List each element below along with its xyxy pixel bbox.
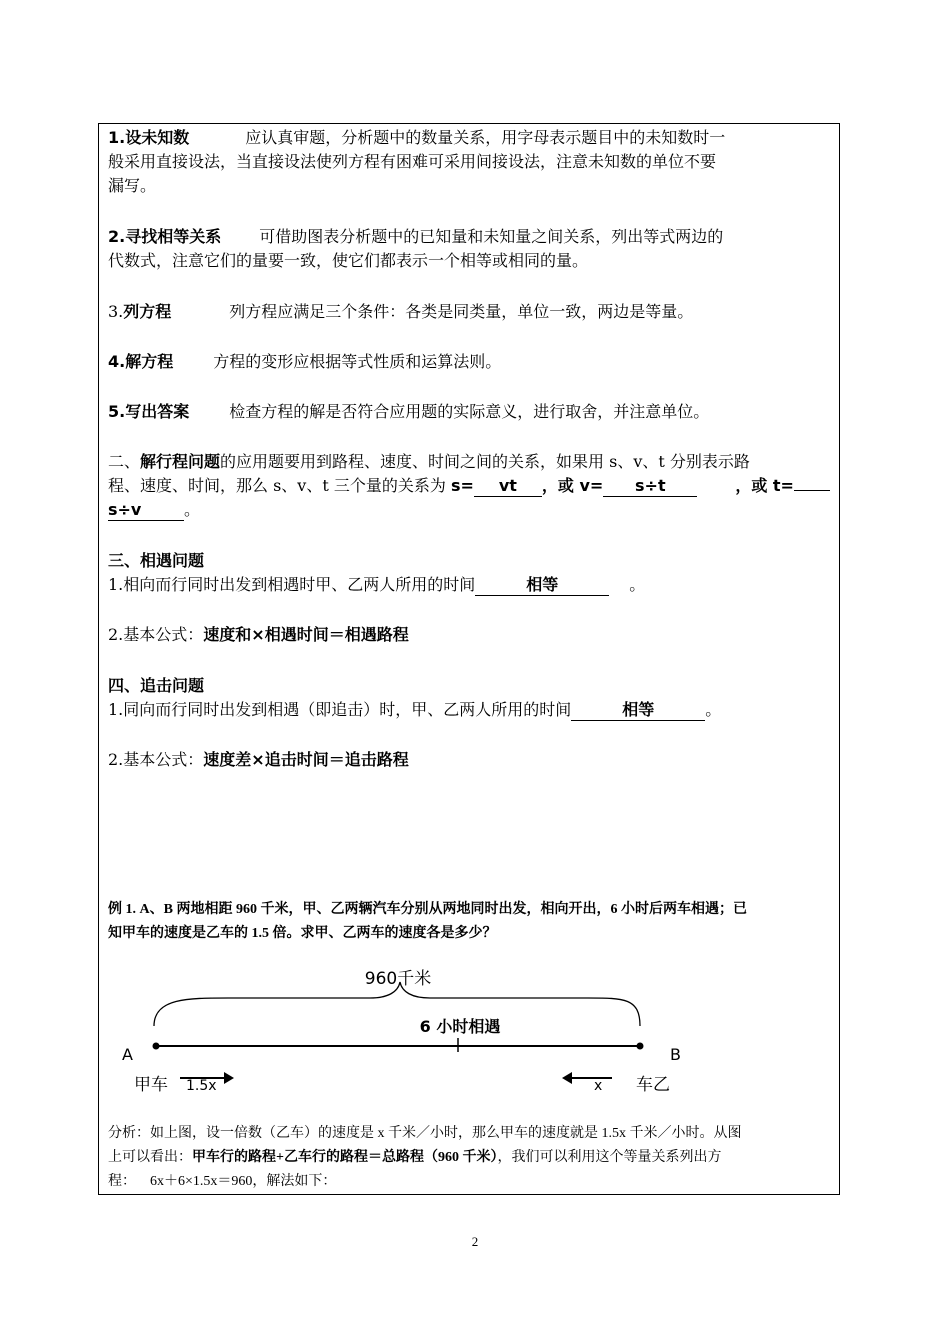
step-5-label: 5.写出答案 [108,402,190,421]
t-blank: s÷v [108,500,184,521]
step-1-label: 1.设未知数 [108,128,190,147]
s-blank: vt [474,476,542,497]
section-2-prefix: 二、 [108,452,141,471]
analysis-line-2 [108,1146,836,1170]
car-a-speed: 1.5x [186,1078,217,1094]
section-3-item-1-blank: 相等 [475,575,609,596]
step-4-text: 方程的变形应根据等式性质和运算法则。 [213,352,502,371]
distance-label: 960千米 [364,969,432,989]
step-1-text-1: 应认真审题，分析题中的数量关系，用字母表示题目中的未知数时一 [245,128,726,147]
meet-label: 6 小时相遇 [419,1017,501,1036]
distance-brace [154,982,640,1026]
section-4-item-1-text: 1.同向而行同时出发到相遇（即追击）时，甲、乙两人所用的时间 [108,700,572,719]
section-4-item-1-end: 。 [705,700,722,719]
step-4-label: 4.解方程 [108,352,174,371]
example-line-2: 知甲车的速度是乙车的 1.5 倍。求甲、乙两车的速度各是多少？ [108,926,497,941]
step-3-text: 列方程应满足三个条件：各类是同类量，单位一致，两边是等量。 [229,302,694,321]
car-b-label: 车乙 [636,1075,670,1095]
step-3-number: 3. [108,302,124,321]
meeting-diagram [108,960,728,1100]
step-2-label: 2.寻找相等关系 [108,227,222,246]
section-2-title: 解行程问题 [140,452,221,471]
analysis-line-2-suffix: ，我们可以利用这个等量关系列出方 [497,1150,722,1165]
section-2-text-1: 的应用题要用到路程、速度、时间之间的关系，如果用 s、v、t 分别表示路 [220,452,750,471]
section-2-text-2: 程、速度、时间，那么 s、v、t 三个量的关系为 [108,476,451,495]
analysis-line-1: 分析：如上图，设一倍数（乙车）的速度是 x 千米／小时，那么甲车的速度就是 1.5x 千米／小时。从图 [108,1126,742,1141]
meeting-formula: 速度和×相遇时间＝相遇路程 [203,625,409,644]
point-a-dot [153,1043,160,1050]
section-2-line-2 [108,474,836,498]
t-label: ，或 t= [735,476,794,495]
section-4-title: 四、追击问题 [108,676,205,695]
section-3-item-2 [108,623,836,647]
step-2-line-1 [108,225,836,249]
section-3-item-1-text: 1.相向而行同时出发到相遇时甲、乙两人所用的时间 [108,575,476,594]
step-5-line [108,400,836,424]
analysis-line-2-prefix: 上可以看出： [108,1150,192,1165]
point-b-label: B [670,1045,681,1064]
section-2-line-1 [108,450,836,474]
car-b-arrowhead [562,1072,572,1084]
section-4-item-2 [108,748,836,772]
step-1-line-1 [108,126,836,150]
car-a-arrowhead [224,1072,234,1084]
section-4-item-1 [108,698,836,722]
step-4-line [108,350,836,374]
point-a-label: A [122,1045,133,1064]
section-3-item-1 [108,573,836,597]
step-1-text-3: 漏写。 [108,176,157,195]
section-3-item-1-end: 。 [629,575,646,594]
step-5-text: 检查方程的解是否符合应用题的实际意义，进行取舍，并注意单位。 [229,402,710,421]
section-2-end: 。 [184,500,201,519]
section-4-item-1-blank: 相等 [571,700,705,721]
page-number: 2 [471,1234,479,1249]
point-b-dot [637,1043,644,1050]
step-1-text-2: 般采用直接设法，当直接设法使列方程有困难可采用间接设法，注意未知数的单位不要 [108,152,717,171]
analysis-relation: 甲车行的路程+乙车行的路程＝总路程（960 千米） [192,1150,498,1165]
v-label: ，或 v= [541,476,604,495]
chase-formula: 速度差×追击时间＝追击路程 [203,750,409,769]
example-line-1: 例 1. A、B 两地相距 960 千米，甲、乙两辆汽车分别从两地同时出发，相向开出，6 小时后两车相遇；已 [108,902,747,917]
t-blank-underline [794,490,830,491]
section-3-item-2-prefix: 2.基本公式： [108,625,204,644]
step-3-label: 列方程 [123,302,172,321]
analysis-line-3: 程： 6x＋6×1.5x＝960，解法如下： [108,1174,337,1189]
section-2-line-3 [108,498,836,522]
section-4-item-2-prefix: 2.基本公式： [108,750,204,769]
step-2-text-2: 代数式，注意它们的量要一致，使它们都表示一个相等或相同的量。 [108,251,589,270]
v-blank: s÷t [603,476,697,497]
car-a-label: 甲车 [134,1075,168,1095]
step-3-line [108,300,836,324]
step-2-text-1: 可借助图表分析题中的已知量和未知量之间关系，列出等式两边的 [259,227,724,246]
s-label: s= [450,476,474,495]
section-3-title: 三、相遇问题 [108,551,205,570]
car-b-speed: x [594,1078,603,1094]
